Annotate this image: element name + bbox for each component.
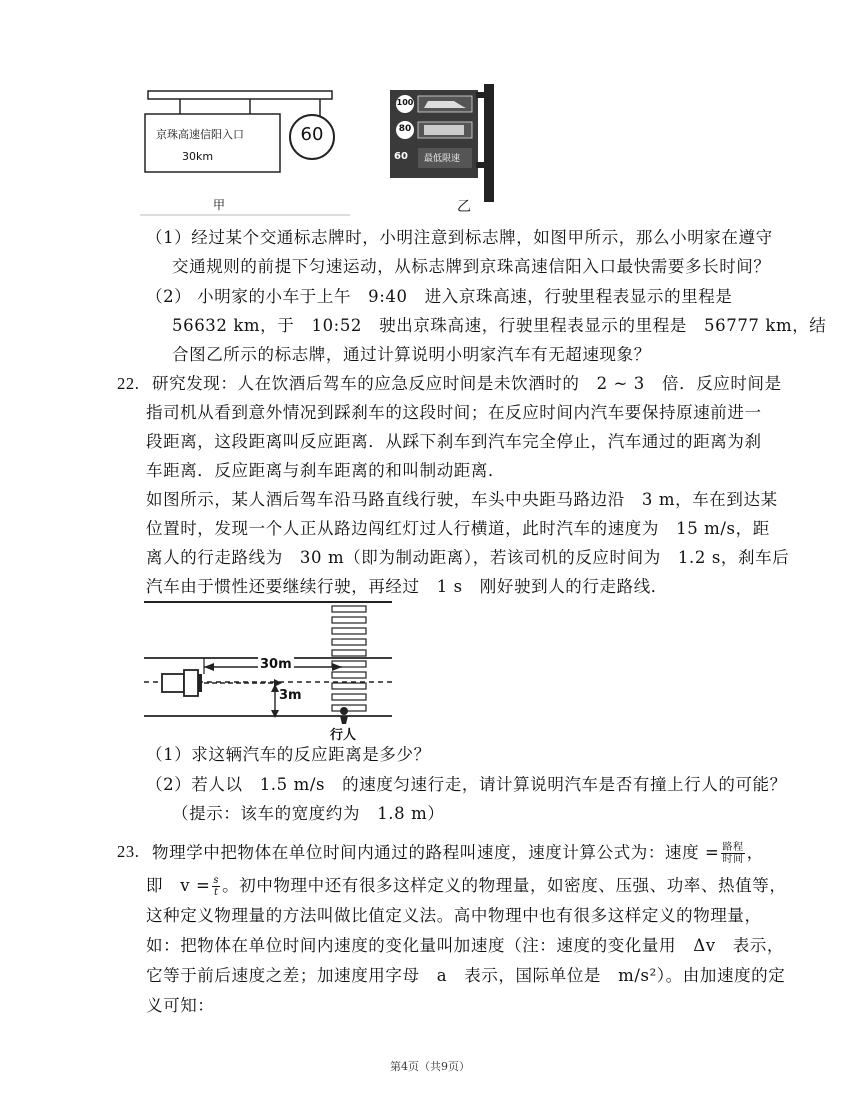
figure-jia [140,82,350,220]
q21-part2-line1: （2） 小明家的小车于上午 9:40 进入京珠高速，行驶里程表显示的里程是 [146,287,733,306]
v-fraction-denominator: t [213,887,219,898]
q22-line7: 离人的行走路线为 30 m（即为制动距离），若该司机的反应时间为 1.2 s，刹车后 [146,548,790,567]
sign-yi-min-label: 最低限速 [424,154,461,164]
q22-line6: 位置时，发现一个人正从路边闯红灯过人行横道，此时汽车的速度为 15 m/s，距 [146,519,770,538]
q22-part1: （1）求这辆汽车的反应距离是多少？ [146,745,431,764]
q23-line2 [146,875,786,898]
q21-part1-line1: （1）经过某个交通标志牌时，小明注意到标志牌，如图甲所示，那么小明家在遵守 [146,228,773,247]
sign-yi-80: 80 [398,124,412,134]
pedestrian-label: 行人 [330,728,357,743]
q22-line2: 指司机从看到意外情况到踩刹车的这段时间；在反应时间内汽车要保持原速前进一 [146,403,762,422]
q22-line4: 车距离．反应距离与刹车距离的和叫制动距离． [146,461,506,480]
q21-part1-line2: 交通规则的前提下匀速运动，从标志牌到京珠高速信阳入口最快需要多长时间？ [172,257,771,276]
q23-line5: 它等于前后速度之差；加速度用字母 a 表示，国际单位是 m/s²）。由加速度的定 [146,966,786,985]
q23-number: 23. [117,842,140,861]
q22-part2: （2）若人以 1.5 m/s 的速度匀速行走，请计算说明汽车是否有撞上行人的可能？ [146,775,787,794]
q22-line5: 如图所示，某人酒后驾车沿马路直线行驶，车头中央距马路边沿 3 m，车在到达某 [146,490,778,509]
q23-line2-rest: 。初中物理中还有很多这样定义的物理量，如密度、压强、功率、热值等， [222,876,787,895]
q23-line1 [152,842,764,865]
q21-part2-line3: 合图乙所示的标志牌，通过计算说明小明家汽车有无超速现象？ [172,345,651,364]
v-fraction [212,875,220,898]
q22-line8: 汽车由于惯性还要继续行驶，再经过 1 s 刚好驶到人的行走路线． [146,577,668,596]
q22-line3: 段距离，这段距离叫反应距离．从踩下刹车到汽车完全停止，汽车通过的距离为刹 [146,432,762,451]
road-distance-label: 30m [260,657,292,672]
figure-jia-caption: 甲 [213,198,226,212]
q22-line1: 研究发现：人在饮酒后驾车的应急反应时间是未饮酒时的 2 ~ 3 倍．反应时间是 [152,374,782,393]
figure-yi-caption: 乙 [457,199,471,215]
q23-line4: 如：把物体在单位时间内速度的变化量叫加速度（注：速度的变化量用 Δv 表示， [146,936,785,955]
sign-destination: 京珠高速信阳入口 [156,128,244,141]
speed-limit-sign-value: 60 [300,124,324,145]
speed-fraction [721,842,744,865]
sign-yi-60: 60 [394,151,408,162]
q21-part2-line2: 56632 km，于 10:52 驶出京珠高速，行驶里程表显示的里程是 56777 km，结 [172,316,827,335]
speed-fraction-denominator: 时间 [722,854,744,865]
road-side-label: 3m [279,688,302,703]
q23-line6: 义可知： [146,996,215,1015]
q22-hint: （提示：该车的宽度约为 1.8 m） [172,804,445,823]
sign-distance: 30km [182,150,214,163]
q22-number: 22. [117,374,140,393]
q23-line2-start: 即 v = [146,876,211,895]
q23-line3: 这种定义物理量的方法叫做比值定义法。高中物理中也有很多这样定义的物理量， [146,906,762,925]
q23-line1-text: 物理学中把物体在单位时间内通过的路程叫速度，速度计算公式为：速度 = [152,843,720,862]
v-fraction-numerator: s [213,875,220,886]
q23-line1-end: ， [746,843,764,862]
page-footer: 第4页（共9页） [390,1060,470,1073]
speed-fraction-numerator: 路程 [722,842,744,853]
car [162,670,202,696]
sign-yi-100: 100 [396,98,414,107]
